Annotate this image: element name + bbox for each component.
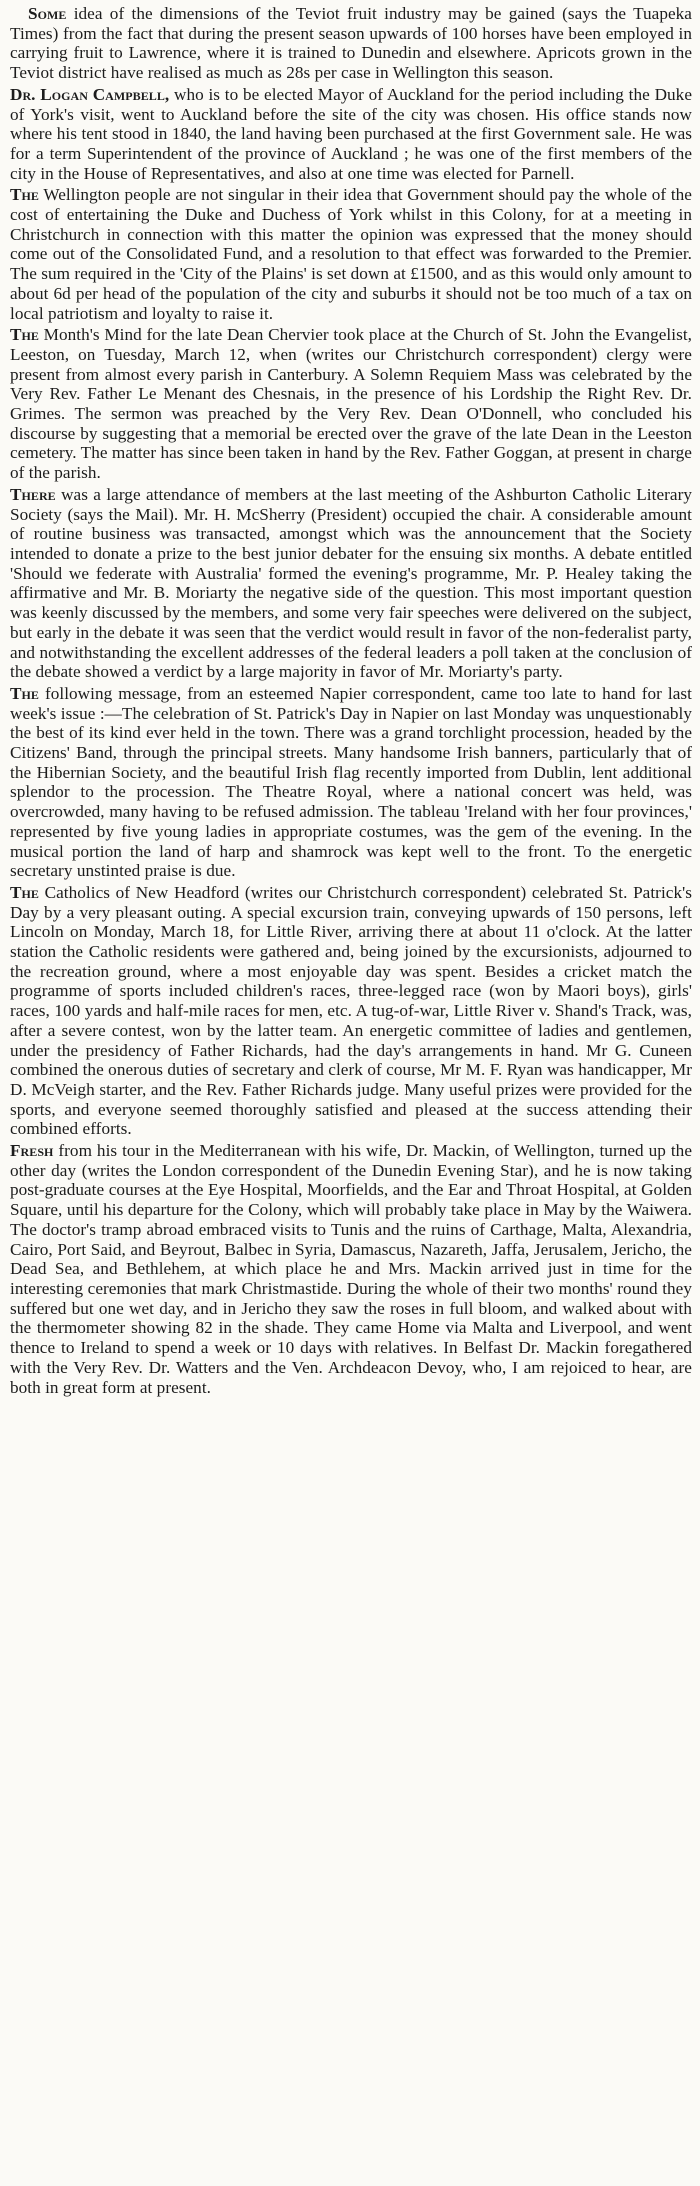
article-teviot-fruit (10, 4, 692, 83)
lead-word: Fresh (10, 1141, 54, 1161)
lead-word: Dr. Logan Campbell, (10, 84, 170, 104)
article-body: Month's Mind for the late Dean Chervier took place at the Church of St. John the Evangelist, Leeston, on Tuesday, March 12, when (writes our Christchurch correspondent) clergy were present from almost every parish in Canterbury. A Solemn Requiem Mass was celebrated by the Very Rev. Father Le Menant des Chesnais, in the presence of his Lordship the Right Rev. Dr. Grimes. The sermon was preached by the Very Rev. Dean O'Donnell, who concluded his discourse by suggesting that a memorial be erected over the grave of the late Dean in the Leeston cemetery. The matter has since been taken in hand by the Rev. Father Goggan, at present in charge of the parish. (10, 325, 692, 483)
article-napier-st-patricks (10, 684, 692, 881)
article-dr-mackin (10, 1141, 692, 1397)
article-body: Wellington people are not singular in their idea that Government should pay the whole of the cost of entertaining the Duke and Duchess of York whilst in this Colony, for at a meeting in Christchurch in connection with this matter the opinion was expressed that the money should come out of the Consolidated Fund, and a resolution to that effect was forwarded to the Premier. The sum required in the 'City of the Plains' is set down at £1500, and as this would only amount to about 6d per head of the population of the city and suburbs it should not be too much of a tax on local patriotism and loyalty to raise it. (10, 185, 692, 323)
article-body: following message, from an esteemed Napier correspondent, came too late to hand for last week's issue :—The celebration of St. Patrick's Day in Napier on last Monday was unquestionably the best of its kind ever held in the town. There was a grand torchlight procession, headed by the Citizens' Band, through the principal streets. Many handsome Irish banners, particularly that of the Hibernian Society, and the beautiful Irish flag recently imported from Dublin, lent additional splendor to the procession. The Theatre Royal, where a national concert was held, was overcrowded, many having to be refused admission. The tableau 'Ireland with her four provinces,' represented by five young ladies in appropriate costumes, was the gem of the evening. In the musical portion the land of harp and shamrock was kept well to the front. To the energetic secretary unstinted praise is due. (10, 683, 692, 881)
lead-word: The (10, 882, 39, 902)
article-body: from his tour in the Mediterranean with his wife, Dr. Mackin, of Wellington, turned up the other day (writes the London correspondent of the Dunedin Evening Star), and he is now taking post-graduate courses at the Eye Hospital, Moorfields, and the Ear and Throat Hospital, at Golden Square, until his departure for the Colony, which will probably take place in May by the Waiwera. The doctor's tramp abroad embraced visits to Tunis and the ruins of Carthage, Malta, Alexandria, Cairo, Port Said, and Beyrout, Balbec in Syria, Damascus, Nazareth, Jaffa, Jerusalem, Jericho, the Dead Sea, and Bethlehem, at which place he and Mrs. Mackin arrived just in time for the interesting ceremonies that mark Christmastide. During the whole of their two months' round they suffered but one wet day, and in Jericho they saw the roses in full bloom, and walked about with the thermometer showing 82 in the shade. They came Home via Malta and Liverpool, and went thence to Ireland to spend a week or 10 days with relatives. In Belfast Dr. Mackin foregathered with the Very Rev. Dr. Watters and the Ven. Archdeacon Devoy, who, I am rejoiced to hear, are both in great form at present. (10, 1141, 692, 1397)
article-ashburton-literary-society (10, 485, 692, 682)
article-new-headford-outing (10, 883, 692, 1139)
lead-word: The (10, 185, 39, 205)
article-dean-chervier (10, 325, 692, 483)
article-body: Catholics of New Headford (writes our Christchurch correspondent) celebrated St. Patrick's Day by a very pleasant outing. A special excursion train, conveying upwards of 150 persons, left Lincoln on Monday, March 18, for Little River, arriving there at about 11 o'clock. At the latter station the Catholic residents were gathered and, being joined by the excursionists, adjourned to the recreation ground, where a most enjoyable day was spent. Besides a cricket match the programme of sports included children's races, three-legged race (won by Maori boys), girls' races, 100 yards and half-mile races for men, etc. A tug-of-war, Little River v. Shand's Track, was, after a severe contest, won by the latter team. An energetic committee of ladies and gentlemen, under the presidency of Father Richards, had the day's arrangements in hand. Mr G. Cuneen combined the onerous duties of secretary and clerk of course, Mr M. F. Ryan was handicapper, Mr D. McVeigh starter, and the Rev. Father Richards judge. Many useful prizes were provided for the sports, and everyone seemed thoroughly satisfied and pleased at the success attending their combined efforts. (10, 882, 692, 1139)
article-body: idea of the dimensions of the Teviot fruit industry may be gained (says the Tuapeka Times) from the fact that during the present season upwards of 100 horses have been employed in carrying fruit to Lawrence, where it is trained to Dunedin and elsewhere. Apricots grown in the Teviot district have realised as much as 28s per case in Wellington this season. (10, 4, 692, 83)
article-body: was a large attendance of members at the last meeting of the Ashburton Catholic Literary Society (says the Mail). Mr. H. McSherry (President) occupied the chair. A considerable amount of routine business was transacted, amongst which was the announcement that the Society intended to donate a prize to the best junior debater for the ensuing six months. A debate entitled 'Should we federate with Australia' formed the evening's programme, Mr. P. Healey taking the affirmative and Mr. B. Moriarty the negative side of the question. This most important question was keenly discussed by the members, and some very fair speeches were delivered on the subject, but early in the debate it was seen that the verdict would result in favor of the non-federalist party, and notwithstanding the excellent addresses of the federal leaders a poll taken at the conclusion of the debate showed a verdict by a large majority in favor of Mr. Moriarty's party. (10, 484, 692, 682)
lead-word: The (10, 325, 39, 345)
lead-word: There (10, 484, 56, 504)
article-body: who is to be elected Mayor of Auckland for the period including the Duke of York's visit, went to Auckland before the site of the city was chosen. His office stands now where his tent stood in 1840, the land having been purchased at the first Government sale. He was for a term Superintendent of the province of Auckland ; he was one of the first members of the city in the House of Representatives, and also at one time was elected for Parnell. (10, 84, 692, 183)
article-logan-campbell (10, 85, 692, 184)
lead-word: The (10, 683, 39, 703)
lead-word: Some (28, 4, 67, 23)
article-wellington-royal-visit (10, 185, 692, 323)
